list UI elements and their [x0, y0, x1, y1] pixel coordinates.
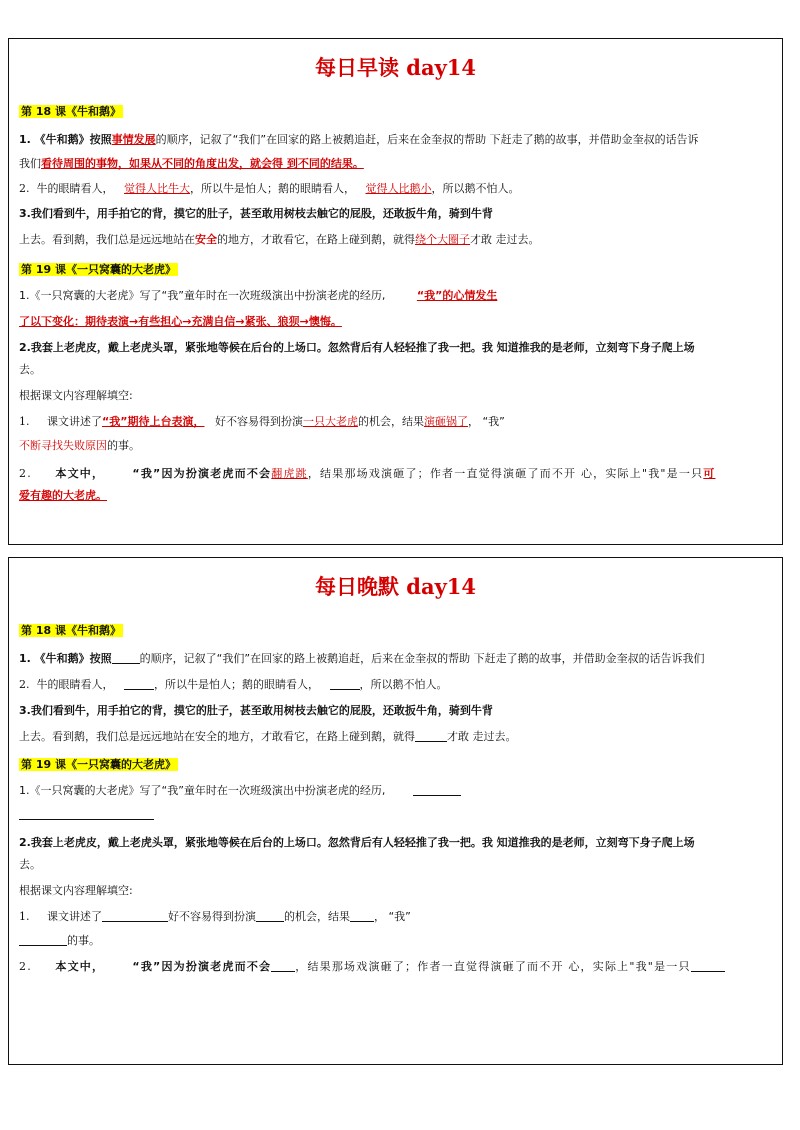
lesson18-p1: 1. 《牛和鹅》按照 的顺序，记叙了“我们”在回家的路上被鹅追赶，后来在金奎叔的帮助 下赶走了鹅的故事，并借助金奎叔的话告诉我们	[19, 652, 705, 665]
fill-prompt: 根据课文内容理解填空:	[19, 884, 133, 897]
blank-detour[interactable]	[415, 730, 447, 742]
fill-q1-line2: 的事。	[19, 934, 100, 948]
lesson19-p2-line2: 去。	[19, 363, 41, 376]
fill-q1-line2: 不断寻找失败原因的事。	[19, 439, 140, 452]
blank-tiger[interactable]	[691, 960, 725, 972]
lesson19-p1-blank-line	[19, 808, 154, 822]
lesson19-p2-line2: 去。	[19, 858, 41, 871]
morning-title: 每日早读 day14	[314, 55, 477, 80]
lesson19-p1-line2: 了以下变化：期待表演→有些担心→充满自信→紧张、狼狈→懊悔。	[19, 315, 342, 328]
blank-role[interactable]	[256, 910, 284, 922]
answer-order: 事情发展	[111, 133, 156, 146]
lesson18-p1-line1: 1. 《牛和鹅》按照事情发展的顺序，记叙了“我们”在回家的路上被鹅追赶，后来在金奎叔的帮助 下赶走了鹅的故事，并借助金奎叔的话告诉	[19, 133, 699, 146]
evening-title: 每日晚默 day14	[314, 574, 477, 599]
fill-q2-line2: 爱有趣的大老虎。	[19, 489, 107, 502]
blank-reason[interactable]	[19, 934, 67, 946]
answer-moral: 看待周围的事物，如果从不同的角度出发，就会得 到不同的结果。	[41, 157, 364, 170]
lesson18-p3-line2: 上去。看到鹅，我们总是远远地站在安全的地方，才敢看它，在路上碰到鹅，就得 才敢 走过去。	[19, 730, 517, 743]
lesson18-p3-line2: 上去。看到鹅，我们总是远远地站在安全的地方，才敢看它，在路上碰到鹅，就得绕个大圈子才敢 走过去。	[19, 233, 540, 246]
blank-skill[interactable]	[271, 960, 295, 972]
blank-order[interactable]	[112, 652, 140, 664]
lesson18-heading: 第 18 课《牛和鹅》	[21, 105, 121, 118]
lesson18-p1-line2: 我们看待周围的事物，如果从不同的角度出发，就会得 到不同的结果。	[19, 157, 364, 170]
fill-prompt: 根据课文内容理解填空:	[19, 389, 133, 402]
blank-result[interactable]	[350, 910, 374, 922]
blank-story[interactable]	[102, 910, 168, 922]
lesson18-p3-line1: 3.我们看到牛，用手拍它的背，摸它的肚子，甚至敢用树枝去触它的屁股，还敢扳牛角，骑到牛背	[19, 704, 493, 717]
fill-q2-line1: 2. 本文中， “我”因为扮演老虎而不会翻虎跳，结果那场戏演砸了；作者一直觉得演砸了而不开 心，实际上"我"是一只可	[19, 467, 716, 480]
lesson18-p3-line1: 3.我们看到牛，用手拍它的背，摸它的肚子，甚至敢用树枝去触它的屁股，还敢扳牛角，骑到牛背	[19, 207, 493, 220]
lesson18-p2: 2. 牛的眼睛看人， ，所以牛是怕人；鹅的眼睛看人， ，所以鹅不怕人。	[19, 678, 448, 691]
fill-q1-line1: 1. 课文讲述了“我”期待上台表演， 好不容易得到扮演一只大老虎的机会，结果演砸锅了， “我”	[19, 415, 505, 428]
lesson19-p2-line1: 2.我套上老虎皮，戴上老虎头罩，紧张地等候在后台的上场口。忽然背后有人轻轻推了我一把。我 知道推我的是老师，立刻弯下身子爬上场	[19, 836, 695, 849]
blank-mood-2[interactable]	[19, 808, 154, 820]
lesson19-p1-line1: 1.《一只窝囊的大老虎》写了“我”童年时在一次班级演出中扮演老虎的经历, “我”的心情发生	[19, 289, 498, 302]
fill-q1-line1: 1. 课文讲述了 好不容易得到扮演 的机会，结果 ， “我”	[19, 910, 411, 923]
lesson18-heading: 第 18 课《牛和鹅》	[21, 624, 121, 637]
lesson19-heading: 第 19 课《一只窝囊的大老虎》	[21, 263, 176, 276]
blank-cow[interactable]	[124, 678, 154, 690]
lesson18-p2: 2. 牛的眼睛看人， 觉得人比牛大，所以牛是怕人；鹅的眼睛看人， 觉得人比鹅小，所以鹅不怕人。	[19, 182, 520, 195]
lesson19-p2-line1: 2.我套上老虎皮，戴上老虎头罩，紧张地等候在后台的上场口。忽然背后有人轻轻推了我一把。我 知道推我的是老师，立刻弯下身子爬上场	[19, 341, 695, 354]
lesson19-heading: 第 19 课《一只窝囊的大老虎》	[21, 758, 176, 771]
lesson19-p1: 1.《一只窝囊的大老虎》写了“我”童年时在一次班级演出中扮演老虎的经历,	[19, 784, 461, 798]
evening-dictation-card	[8, 557, 783, 1065]
morning-reading-card	[8, 38, 783, 545]
blank-goose[interactable]	[330, 678, 360, 690]
blank-mood-1[interactable]	[413, 784, 461, 796]
fill-q2-line1: 2. 本文中， “我”因为扮演老虎而不会 ，结果那场戏演砸了；作者一直觉得演砸了而不开 心，实际上"我"是一只	[19, 960, 725, 974]
